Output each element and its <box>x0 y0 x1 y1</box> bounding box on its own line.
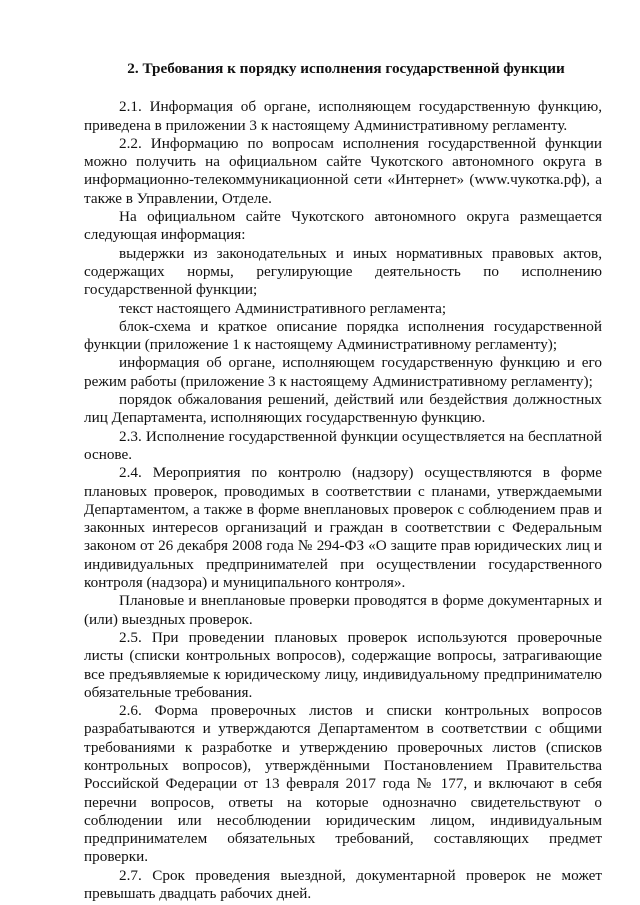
paragraph-2-2: 2.2. Информацию по вопросам исполнения государственной функции можно получить на официальном сайте Чукотского автономного округа в информационно-телекоммуникационной сети «Интернет» (www.чукотка.рф), а также в Управлении, Отделе. <box>84 134 602 207</box>
list-item-appeal-procedure: порядок обжалования решений, действий или бездействия должностных лиц Департамента, исполняющих государственную функцию. <box>84 391 602 427</box>
paragraph-2-3: 2.3. Исполнение государственной функции осуществляется на бесплатной основе. <box>84 427 602 463</box>
paragraph-2-7: 2.7. Срок проведения выездной, документарной проверок не может превышать двадцать рабочих дней. <box>84 866 602 903</box>
list-item-regulation-text: текст настоящего Административного регламента; <box>119 299 447 317</box>
paragraph-inspection-forms: Плановые и внеплановые проверки проводятся в форме документарных и (или) выездных проверок. <box>84 592 602 628</box>
list-item-flowchart: блок-схема и краткое описание порядка исполнения государственной функции (приложение 1 к настоящему Административному регламенту); <box>84 317 602 354</box>
list-item-legal-acts: выдержки из законодательных и иных нормативных правовых актов, содержащих нормы, регулирующие деятельность по исполнению государственной функции; <box>84 244 602 299</box>
paragraph-2-6: 2.6. Форма проверочных листов и списки контрольных вопросов разрабатываются и утверждаются Департаментом в соответствии с общими требованиями к разработке и утверждению проверочных листов (списков контрольных вопросов), утверждёнными Постановлением Правительства Российской Федерации от 13 февраля 2017 года № 177, и включают в себя перечни вопросов, ответы на которые однозначно свидетельствуют о соблюдении или несоблюдении юридическим лицом, индивидуальным предпринимателем обязательных требований, составляющих предмет проверки. <box>84 702 602 866</box>
paragraph-2-5: 2.5. При проведении плановых проверок используются проверочные листы (списки контрольных вопросов), содержащие вопросы, затрагивающие все предъявляемые к юридическому лицу, индивидуальному предпринимателю обязательные требования. <box>84 628 602 701</box>
paragraph-2-1: 2.1. Информация об органе, исполняющем государственную функцию, приведена в приложении 3 к настоящему Административному регламенту. <box>84 98 602 134</box>
list-item-authority-info: информация об органе, исполняющем государственную функцию и его режим работы (приложение 3 к настоящему Административному регламенту); <box>84 354 602 390</box>
document-page <box>84 60 602 903</box>
section-heading: 2. Требования к порядку исполнения государственной функции <box>127 60 565 77</box>
paragraph-2-4: 2.4. Мероприятия по контролю (надзору) осуществляются в форме плановых проверок, проводимых в соответствии с планами, утверждаемыми Департаментом, а также в форме внеплановых проверок с соблюдением прав и законных интересов организаций и граждан в соответствии с Федеральным законом от 26 декабря 2008 года № 294-ФЗ «О защите прав юридических лиц и индивидуальных предпринимателей при осуществлении государственного контроля (надзора) и муниципального контроля». <box>84 464 602 592</box>
paragraph-website-intro: На официальном сайте Чукотского автономного округа размещается следующая информация: <box>84 208 602 244</box>
